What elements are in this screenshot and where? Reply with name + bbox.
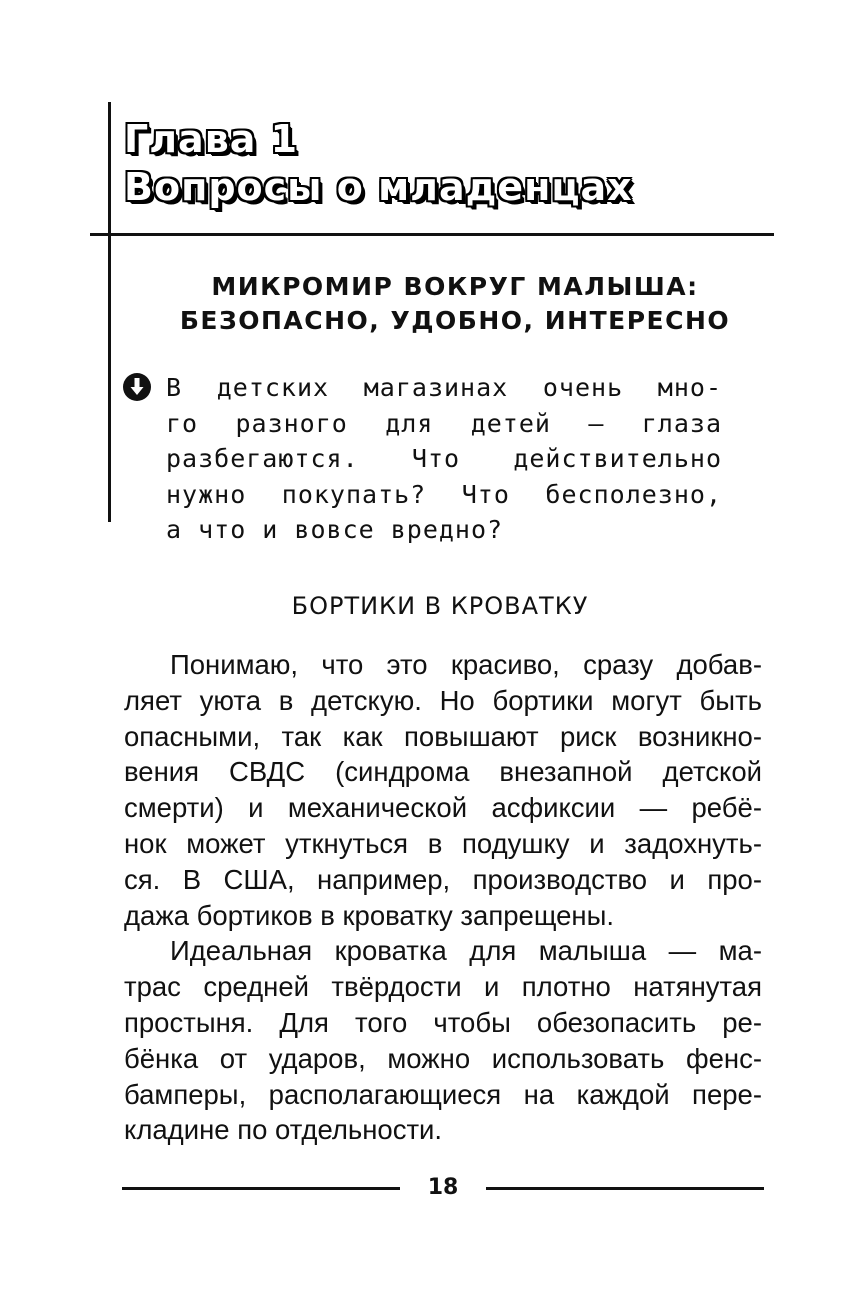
- question-line: а что и вовсе вредно?: [166, 515, 504, 544]
- question-line: нужно покупать? Что бесполезно,: [166, 479, 722, 509]
- text-line: простыня. Для того чтобы обезопасить ре-: [124, 1006, 762, 1038]
- text-line: бамперы, располагающиеся на каждой пере-: [124, 1078, 762, 1110]
- chapter-vertical-rule: [108, 102, 111, 522]
- chapter-title: Вопросы о младенцах: [124, 165, 633, 209]
- text-line: трас средней твёрдости и плотно натянутая: [124, 971, 762, 1003]
- question-line: разбегаются. Что действительно: [166, 444, 722, 473]
- question-line: го разного для детей — глаза: [166, 408, 722, 438]
- text-line: кладине по отдельности.: [124, 1114, 443, 1146]
- question-block: [166, 370, 722, 548]
- footer-rule-left: [122, 1187, 400, 1190]
- text-line: вения СВДС (синдрома внезапной детской: [124, 756, 762, 788]
- text-line: Понимаю, что это красиво, сразу добав-: [170, 649, 762, 680]
- text-line: ся. В США, например, производство и про-: [124, 863, 762, 895]
- section-title-line-1: МИКРОМИР ВОКРУГ МАЛЫША:: [211, 272, 699, 301]
- chapter-label: Глава 1: [124, 117, 299, 161]
- subheading: БОРТИКИ В КРОВАТКУ: [291, 592, 589, 620]
- paragraph: [124, 933, 762, 1148]
- question-line: В детских магазинах очень мно-: [166, 373, 722, 402]
- down-arrow-circle-icon: [122, 372, 152, 402]
- text-line: смерти) и механической асфиксии — ребё-: [124, 792, 762, 824]
- chapter-horizontal-rule: [90, 233, 774, 236]
- footer-rule-right: [486, 1187, 764, 1190]
- text-line: нок может уткнуться в подушку и задохнуть-: [124, 827, 762, 859]
- text-line: Идеальная кроватка для малыша — ма-: [170, 935, 762, 967]
- paragraph: [124, 647, 762, 933]
- page-number: 18: [427, 1175, 459, 1200]
- text-line: дажа бортиков в кроватку запрещены.: [124, 899, 615, 931]
- body-text: [124, 647, 762, 1148]
- section-title-line-2: БЕЗОПАСНО, УДОБНО, ИНТЕРЕСНО: [179, 306, 731, 335]
- text-line: бёнка от ударов, можно использовать фенс-: [124, 1042, 762, 1074]
- text-line: опасными, так как повышают риск возникно-: [124, 720, 762, 752]
- text-line: ляет уюта в детскую. Но бортики могут быть: [124, 684, 762, 716]
